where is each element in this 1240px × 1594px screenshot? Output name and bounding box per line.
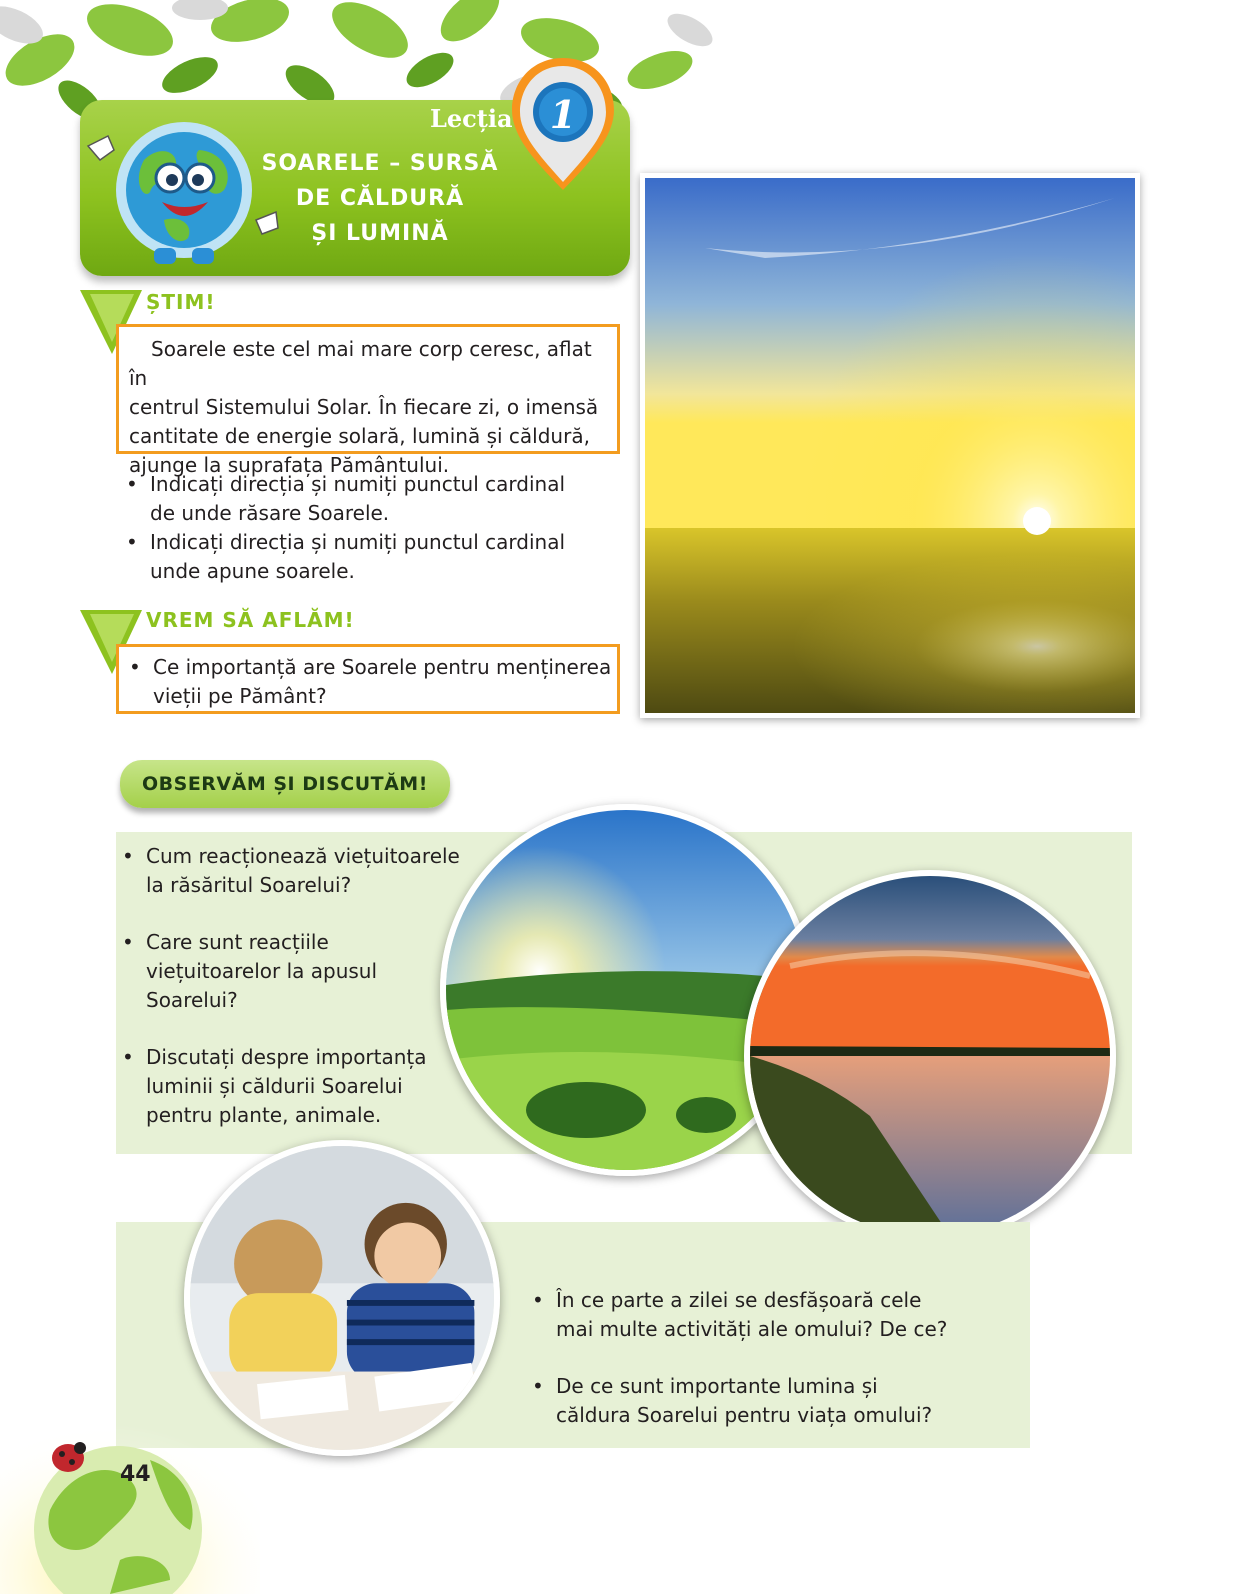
- lesson-label: Lecția: [430, 104, 513, 133]
- globe-ladybug-decoration: [0, 1380, 260, 1594]
- list-item: • Care sunt reacțiile viețuitoarelor la apusul Soarelui?: [116, 928, 476, 1015]
- page-number: 44: [120, 1462, 151, 1487]
- observam-top-bullets: [116, 842, 476, 1130]
- list-item: • Indicați direcția și numiți punctul cardinal unde apune soarele.: [120, 528, 600, 586]
- stim-heading: ȘTIM!: [146, 290, 216, 314]
- stim-info-box: Soarele este cel mai mare corp ceresc, aflat în centrul Sistemului Solar. În fiecare zi, o imensă cantitate de energie solară, lumină și căldură, ajunge la suprafața Pământului.: [116, 324, 620, 454]
- list-item: • Indicați direcția și numiți punctul cardinal de unde răsare Soarele.: [120, 470, 600, 528]
- observam-heading: OBSERVĂM ȘI DISCUTĂM!: [120, 760, 450, 808]
- stim-bullet-list: [120, 470, 600, 586]
- lesson-title: SOARELE – SURSĂ DE CĂLDURĂ ȘI LUMINĂ: [261, 151, 499, 246]
- vrem-question-box: [116, 644, 620, 714]
- list-item: • Discutați despre importanța luminii și căldurii Soarelui pentru plante, animale.: [116, 1043, 476, 1130]
- earth-mascot-illustration: [84, 120, 280, 270]
- list-item: • Ce importanță are Soarele pentru menținerea vieții pe Pământ?: [123, 653, 613, 711]
- observam-bottom-bullets: [526, 1286, 1006, 1430]
- list-item: • În ce parte a zilei se desfășoară cele mai multe activități ale omului? De ce?: [526, 1286, 1006, 1344]
- lesson-number: 1: [549, 92, 577, 137]
- list-item: • De ce sunt importante lumina și căldura Soarelui pentru viața omului?: [526, 1372, 1006, 1430]
- sunset-river-photo: [744, 870, 1116, 1242]
- vrem-heading: VREM SĂ AFLĂM!: [146, 608, 355, 632]
- sunrise-field-photo: [640, 173, 1140, 718]
- list-item: • Cum reacționează viețuitoarele la răsăritul Soarelui?: [116, 842, 476, 900]
